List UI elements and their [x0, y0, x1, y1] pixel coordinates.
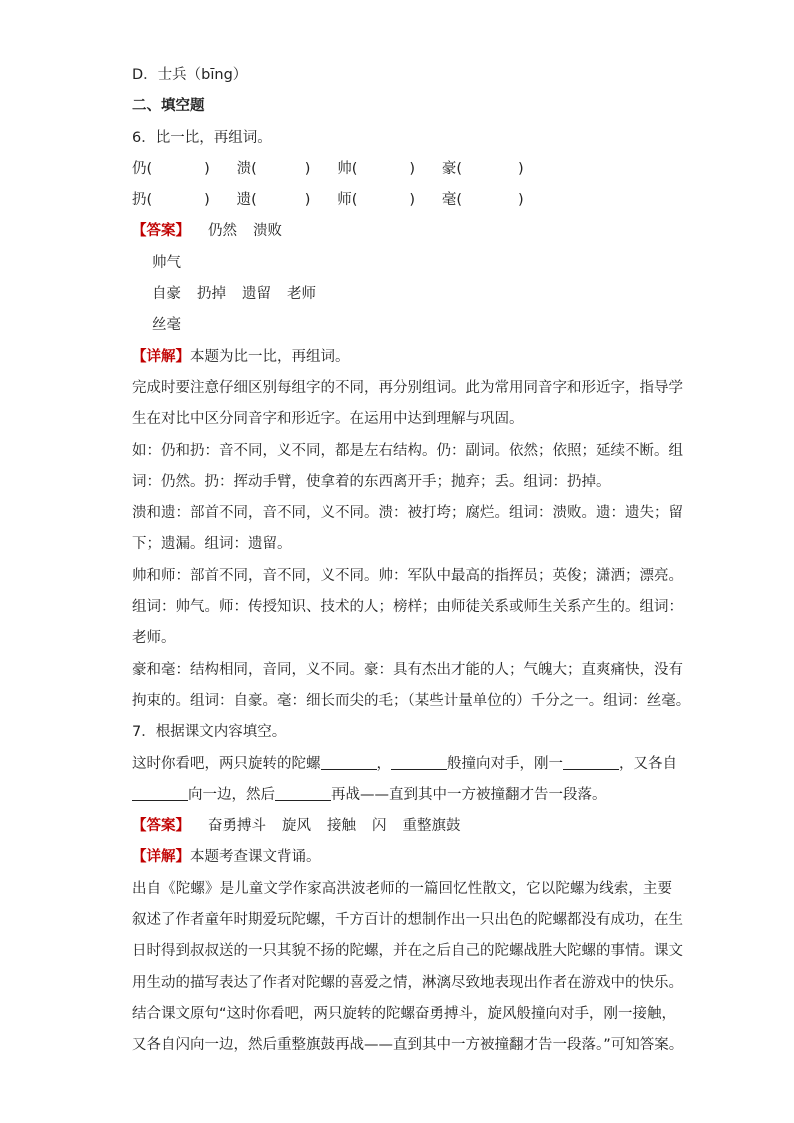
detail-line: 完成时要注意仔细区别每组字的不同，再分别组词。此为常用同音字和形近字，指导学 [132, 379, 683, 396]
detail-line: 帅和师：部首不同，音不同，义不同。帅：军队中最高的指挥员；英俊；潇洒；漂亮。 [132, 567, 683, 584]
answer-word: 帅气 [152, 254, 181, 271]
q6-detail [132, 342, 672, 373]
q7-answer [132, 811, 672, 842]
fill-text: 再战——直到其中一方被撞翻才告一段落。 [331, 786, 607, 803]
detail-line: 用生动的描写表达了作者对陀螺的喜爱之情，淋漓尽致地表现出作者在游戏中的快乐。 [132, 974, 683, 991]
q6-paren: ) [409, 160, 416, 177]
q6-char: 豪( [441, 160, 462, 177]
detail-line: 老师。 [132, 630, 176, 647]
detail-line: 生在对比中区分同音字和形近字。在运用中达到理解与巩固。 [132, 411, 524, 428]
answer-word: 溃败 [253, 223, 282, 240]
fill-blank [563, 755, 619, 770]
detail-tag: 【详解】 [132, 348, 190, 365]
fill-text: ， [376, 755, 391, 772]
detail-line: 出自《陀螺》是儿童文学作家高洪波老师的一篇回忆性散文，它以陀螺为线索，主要 [132, 880, 672, 897]
q6-answer-line-4 [132, 310, 672, 341]
q6-paren: ) [304, 160, 311, 177]
q6-row-1 [132, 154, 672, 185]
q6-paren: ) [204, 192, 210, 209]
fill-blank [132, 786, 188, 801]
q6-row-2 [132, 185, 672, 216]
answer-word: 遗留 [242, 286, 271, 303]
q6-paren: ) [518, 192, 524, 209]
detail-line: 日时得到叔叔送的一只其貌不扬的陀螺，并在之后自己的陀螺战胜大陀螺的事情。课文 [132, 943, 683, 960]
fill-text: ，又各自 [619, 755, 677, 772]
fill-text: 般撞向对手，刚一 [447, 755, 563, 772]
fill-text: 向一边，然后 [188, 786, 275, 803]
detail-tag: 【详解】 [132, 849, 190, 866]
q6-paren: ) [518, 160, 524, 177]
answer-word: 仍然 [208, 223, 237, 240]
q7-fill-line-1 [132, 749, 677, 780]
q6-paren: ) [204, 160, 210, 177]
detail-line: 豪和毫：结构相同，音同，义不同。豪：具有杰出才能的人；气魄大；直爽痛快，没有 [132, 661, 683, 678]
answer-tag: 【答案】 [132, 223, 190, 240]
answer-word: 奋勇搏斗 [208, 818, 266, 835]
q6-char: 扔( [132, 192, 153, 209]
detail-line: 下；遗漏。组词：遗留。 [132, 536, 292, 553]
answer-tag: 【答案】 [132, 818, 190, 835]
q6-char: 仍( [132, 160, 153, 177]
q6-paren: ) [409, 192, 416, 209]
fill-blank [275, 786, 331, 801]
answer-word: 老师 [287, 286, 316, 303]
question-6-title: 6．比一比，再组词。 [132, 129, 272, 146]
q6-answer-line-2 [132, 248, 672, 279]
q7-fill-line-2 [132, 780, 672, 811]
detail-line: 如：仍和扔：音不同，义不同，都是左右结构。仍：副词。依然；依照；延续不断。组 [132, 442, 683, 459]
section-heading: 二、填空题 [132, 98, 205, 115]
detail-intro: 本题考查课文背诵。 [190, 849, 321, 866]
q6-answer-line-3 [132, 279, 672, 310]
fill-blank [321, 755, 377, 770]
q6-char: 遗( [236, 192, 257, 209]
detail-intro: 本题为比一比，再组词。 [190, 348, 350, 365]
detail-line: 结合课文原句“这时你看吧，两只旋转的陀螺奋勇搏斗，旋风般撞向对手，刚一接触， [132, 1005, 677, 1022]
answer-word: 旋风 [282, 818, 311, 835]
fill-text: 这时你看吧，两只旋转的陀螺 [132, 755, 321, 772]
answer-word: 丝毫 [152, 317, 181, 334]
answer-word: 扔掉 [197, 286, 226, 303]
detail-line: 叙述了作者童年时期爱玩陀螺，千方百计的想制作出一只出色的陀螺都没有成功，在生 [132, 912, 683, 929]
q6-answer [132, 216, 672, 247]
q6-char: 溃( [236, 160, 257, 177]
q6-char: 帅( [337, 160, 358, 177]
detail-line: 词：仍然。扔：挥动手臂，使拿着的东西离开手；抛弃；丢。组词：扔掉。 [132, 473, 611, 490]
answer-word: 接触 [327, 818, 356, 835]
document-page [132, 60, 691, 1062]
option-d: D．士兵（bīng） [132, 67, 248, 83]
detail-line: 拘束的。组词：自豪。毫：细长而尖的毛；（某些计量单位的）千分之一。组词：丝毫。 [132, 692, 691, 709]
q7-detail [132, 842, 672, 873]
question-7-title: 7．根据课文内容填空。 [132, 724, 287, 741]
detail-line: 溃和遗：部首不同，音不同，义不同。溃：被打垮；腐烂。组词：溃败。遗：遗失；留 [132, 505, 683, 522]
answer-word: 闪 [372, 818, 387, 835]
fill-blank [391, 755, 447, 770]
answer-word: 自豪 [152, 286, 181, 303]
q6-paren: ) [304, 192, 311, 209]
answer-word: 重整旗鼓 [402, 818, 461, 835]
detail-line: 又各自闪向一边，然后重整旗鼓再战——直到其中一方被撞翻才告一段落。”可知答案。 [132, 1037, 684, 1054]
q6-char: 毫( [441, 192, 462, 209]
q6-char: 师( [337, 192, 358, 209]
detail-line: 组词：帅气。师：传授知识、技术的人；榜样；由师徒关系或师生关系产生的。组词： [132, 599, 683, 616]
